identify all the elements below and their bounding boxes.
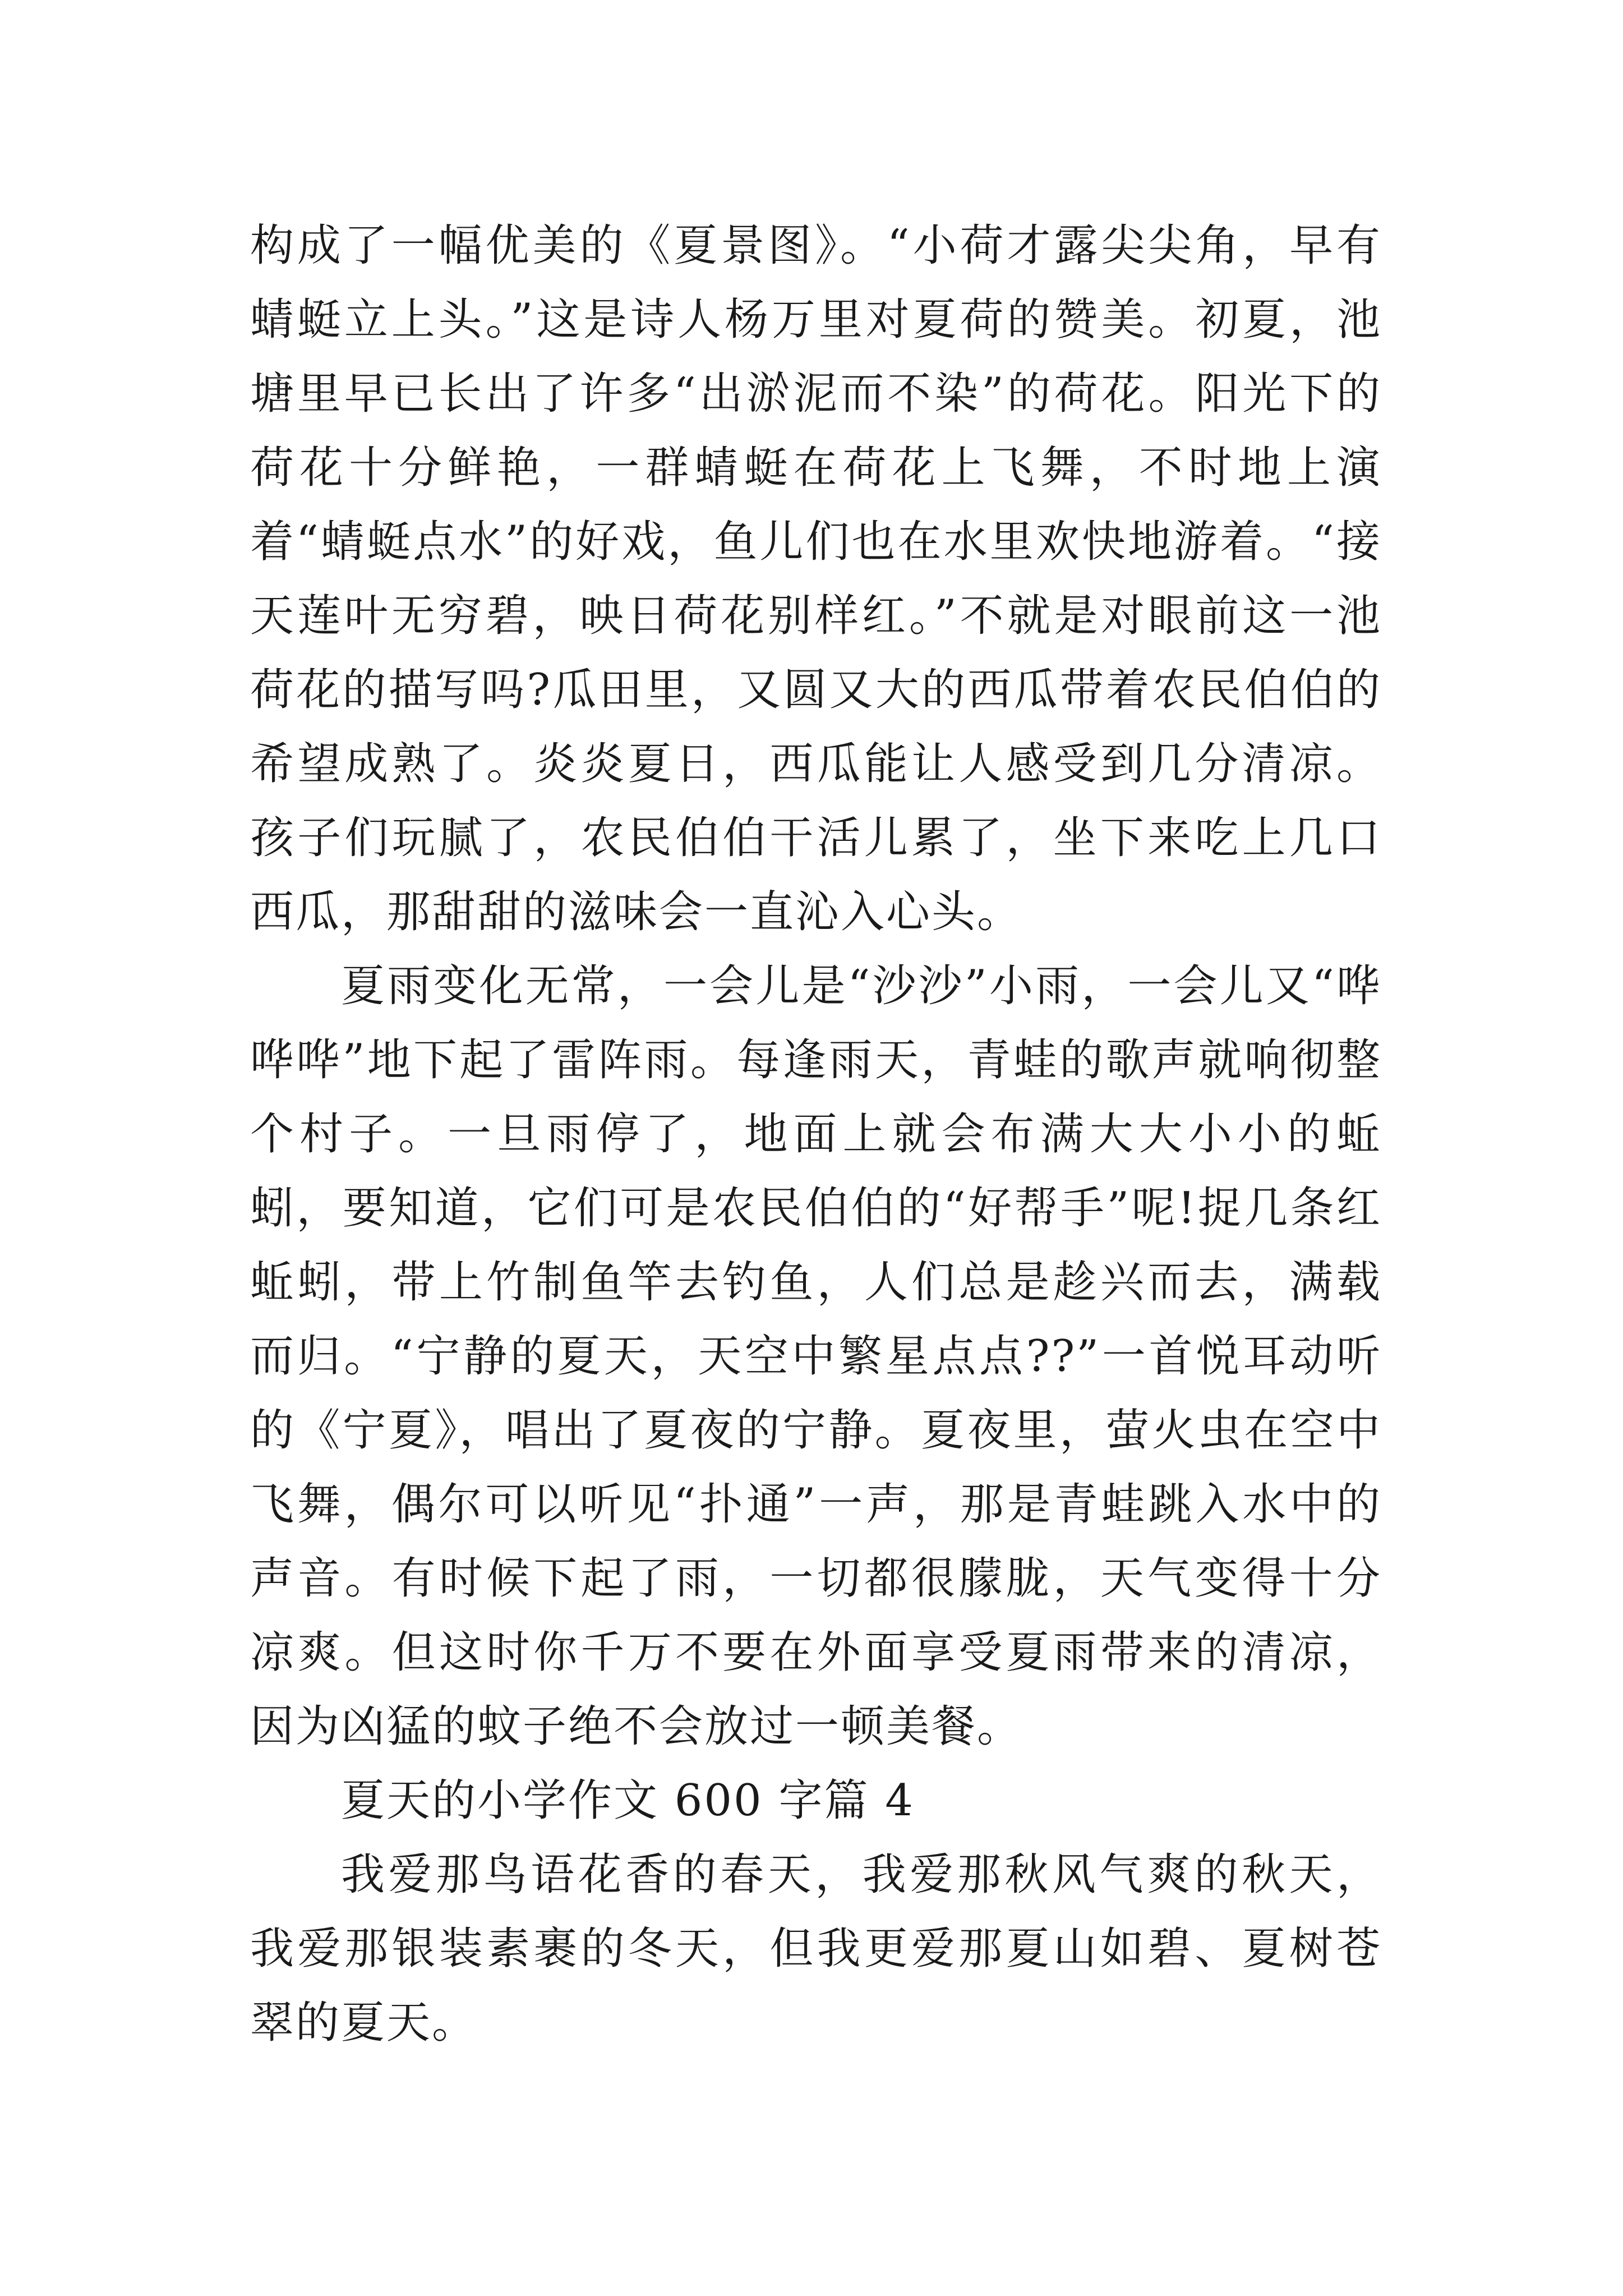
document-body — [250, 209, 1382, 2060]
paragraph-love-summer: 我爱那鸟语花香的春天，我爱那秋风气爽的秋天，我爱那银装素裹的冬天，但我更爱那夏山如碧、夏树苍翠的夏天。 — [250, 1849, 1382, 2048]
paragraph-summer-scenery: 构成了一幅优美的《夏景图》。“小荷才露尖尖角，早有蜻蜓立上头。”这是诗人杨万里对夏荷的赞美。初夏，池塘里早已长出了许多“出淤泥而不染”的荷花。阳光下的荷花十分鲜艳，一群蜻蜓在荷花上飞舞，不时地上演着“蜻蜓点水”的好戏，鱼儿们也在水里欢快地游着。“接天莲叶无穷碧，映日荷花别样红。”不就是对眼前这一池荷花的描写吗?瓜田里，又圆又大的西瓜带着农民伯伯的希望成熟了。炎炎夏日，西瓜能让人感受到几分清凉。孩子们玩腻了，农民伯伯干活儿累了，坐下来吃上几口西瓜，那甜甜的滋味会一直沁入心头。 — [250, 220, 1382, 937]
paragraph-summer-rain: 夏雨变化无常，一会儿是“沙沙”小雨，一会儿又“哗哗哗”地下起了雷阵雨。每逢雨天，青蛙的歌声就响彻整个村子。一旦雨停了，地面上就会布满大大小小的蚯蚓，要知道，它们可是农民伯伯的“好帮手”呢!捉几条红蚯蚓，带上竹制鱼竿去钓鱼，人们总是趁兴而去，满载而归。“宁静的夏天，天空中繁星点点??”一首悦耳动听的《宁夏》，唱出了夏夜的宁静。夏夜里，萤火虫在空中飞舞，偶尔可以听见“扑通”一声，那是青蛙跳入水中的声音。有时候下起了雨，一切都很朦胧，天气变得十分凉爽。但这时你千万不要在外面享受夏雨带来的清凉，因为凶猛的蚊子绝不会放过一顿美餐。 — [250, 961, 1382, 1752]
section-heading: 夏天的小学作文 600 字篇 4 — [341, 1775, 915, 1826]
